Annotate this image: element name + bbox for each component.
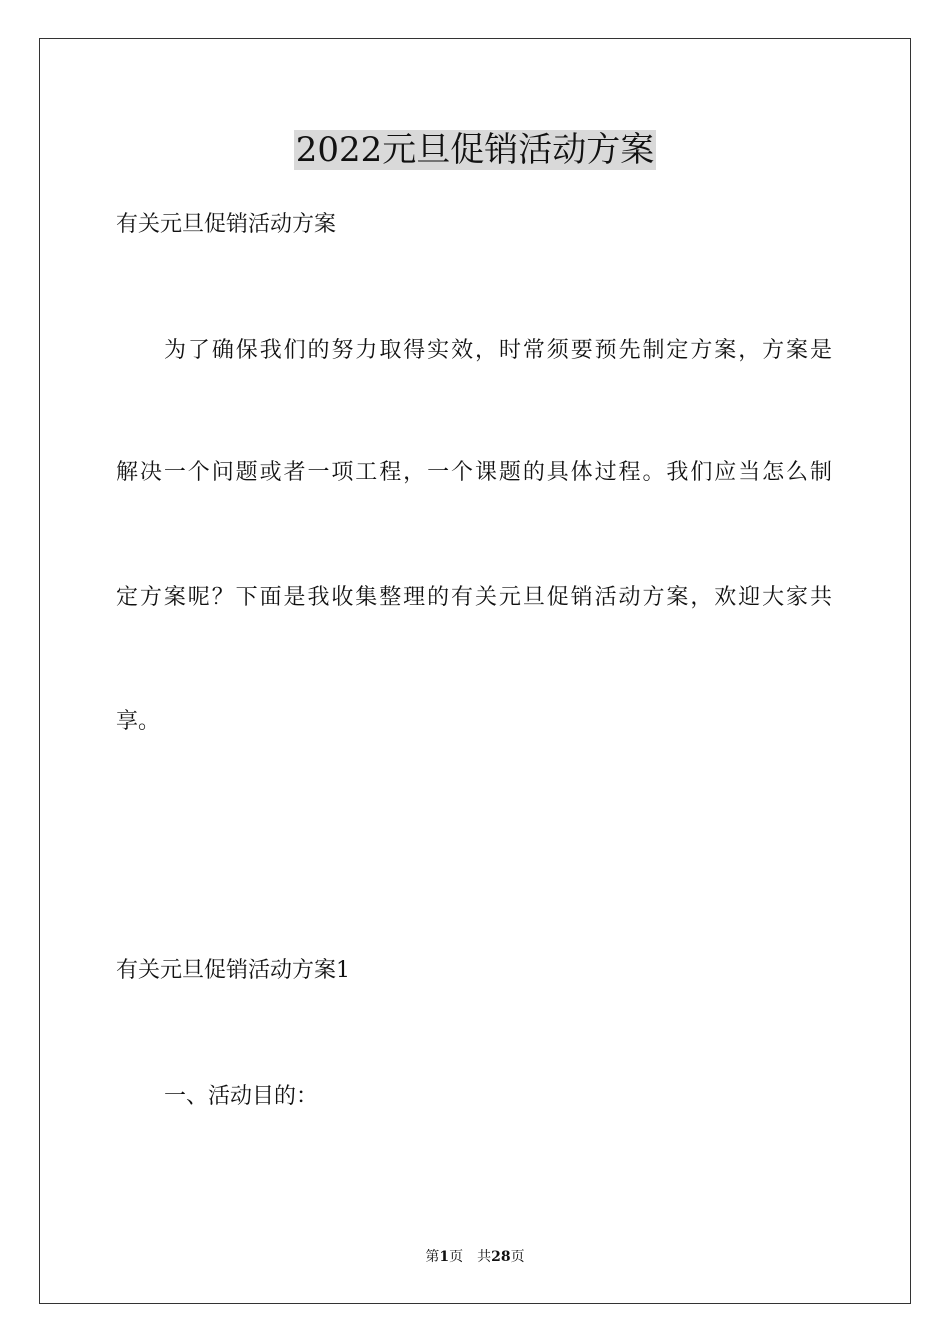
footer-page-suffix: 页 [449,1249,464,1265]
document-title [0,128,950,172]
paragraph-line-1: 为了确保我们的努力取得实效，时常须要预先制定方案，方案是 [164,338,832,363]
document-subtitle: 有关元旦促销活动方案 [116,212,337,237]
footer-total-pages: 28 [491,1249,511,1265]
section-heading: 有关元旦促销活动方案1 [116,958,350,983]
paragraph-line-3: 定方案呢？下面是我收集整理的有关元旦促销活动方案，欢迎大家共 [116,585,832,610]
footer-total-prefix: 共 [477,1249,492,1265]
section-item: 一、活动目的： [164,1084,319,1109]
footer-page-prefix: 第 [425,1249,440,1265]
footer-page-number: 1 [439,1249,450,1265]
document-title-text: 2022元旦促销活动方案 [295,130,655,170]
page-footer [0,1248,950,1266]
paragraph-line-2: 解决一个问题或者一项工程，一个课题的具体过程。我们应当怎么制 [116,460,832,485]
paragraph-line-4: 享。 [116,709,161,734]
footer-total-suffix: 页 [510,1249,525,1265]
